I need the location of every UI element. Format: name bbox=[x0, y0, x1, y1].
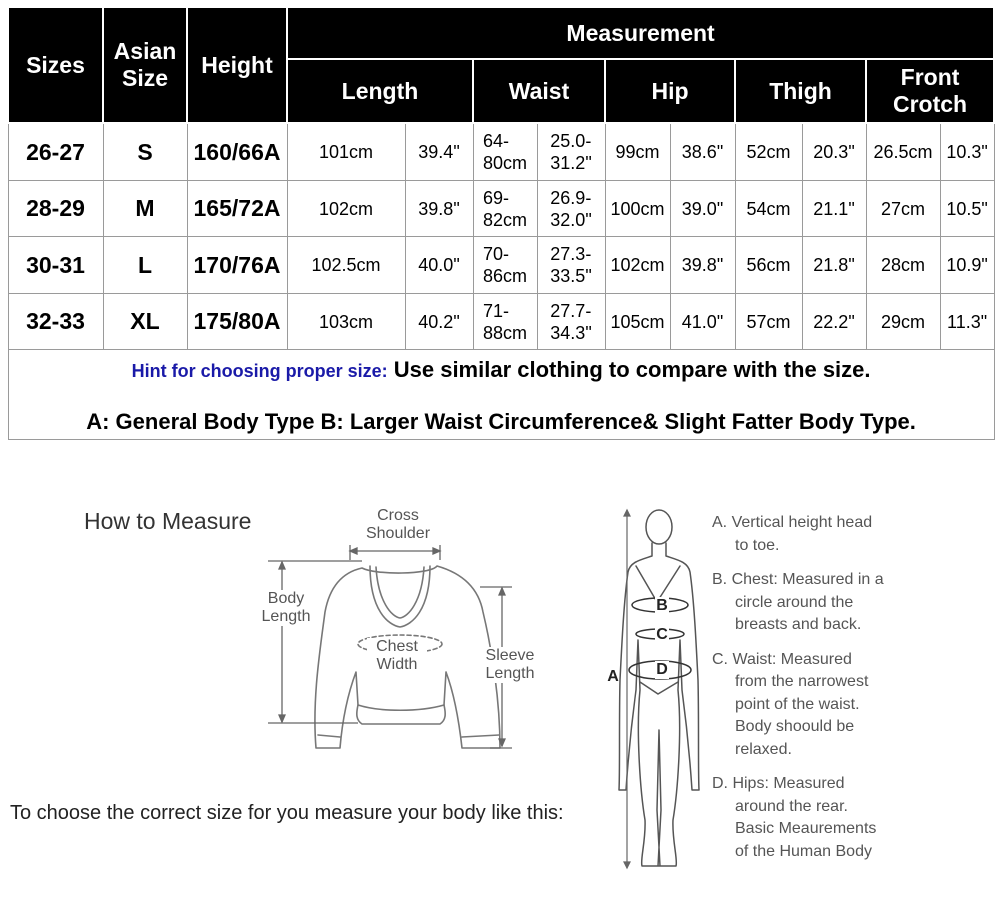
cell-crotch-in: 10.9" bbox=[940, 237, 994, 294]
figure-label-a: A bbox=[607, 668, 619, 685]
cell-crotch-in: 11.3" bbox=[940, 293, 994, 350]
hint-line bbox=[9, 357, 994, 383]
measurement-notes bbox=[712, 512, 992, 875]
cell-thigh-cm: 54cm bbox=[735, 180, 802, 237]
chest-width-line1: Chest bbox=[376, 638, 418, 655]
note-line: D. Hips: Measured bbox=[712, 775, 845, 792]
waist-in-line2: 33.5" bbox=[550, 266, 592, 287]
note-line: point of the waist. bbox=[735, 695, 860, 713]
cell-length-in: 39.8" bbox=[405, 180, 473, 237]
cell-hip-in: 39.0" bbox=[670, 180, 735, 237]
cell-asian: XL bbox=[103, 293, 187, 350]
header-asian-size bbox=[103, 7, 187, 123]
waist-cm-line1: 71- bbox=[482, 300, 509, 321]
header-sizes: Sizes bbox=[8, 7, 103, 123]
cell-thigh-in: 20.3" bbox=[802, 123, 866, 180]
cell-waist-cm bbox=[473, 237, 537, 294]
cell-height: 165/72A bbox=[187, 180, 287, 237]
note-line: circle around the bbox=[735, 593, 854, 611]
header-length: Length bbox=[287, 59, 473, 123]
body-type-text: A: General Body Type B: Larger Waist Circumference& Slight Fatter Body Type. bbox=[86, 408, 916, 434]
waist-cm-line2: 88cm bbox=[482, 322, 527, 343]
cell-length-in: 39.4" bbox=[405, 123, 473, 180]
size-hint-note bbox=[8, 350, 994, 440]
cell-thigh-in: 22.2" bbox=[802, 293, 866, 350]
cross-shoulder-label bbox=[352, 507, 444, 543]
sweater-collar bbox=[370, 566, 430, 627]
header-row-top bbox=[8, 7, 994, 59]
body-length-line2: Length bbox=[261, 608, 311, 625]
note-line: breasts and back. bbox=[735, 616, 862, 633]
hint-label: Hint for choosing proper size: bbox=[131, 360, 388, 381]
waist-in-line2: 31.2" bbox=[550, 153, 592, 173]
body-length-line1: Body bbox=[267, 590, 305, 607]
note-row bbox=[8, 350, 994, 440]
note-line: to toe. bbox=[735, 536, 780, 554]
cell-crotch-cm: 26.5cm bbox=[866, 123, 940, 180]
cell-hip-in: 39.8" bbox=[670, 237, 735, 294]
cell-length-cm: 102cm bbox=[287, 180, 405, 237]
note-line: B. Chest: Measured in a bbox=[712, 571, 884, 588]
cell-thigh-in: 21.1" bbox=[802, 180, 866, 237]
header-front-line2: Crotch bbox=[893, 91, 968, 118]
waist-cm-line2: 82cm bbox=[482, 209, 527, 230]
cell-length-cm: 102.5cm bbox=[287, 237, 405, 294]
cell-size: 26-27 bbox=[8, 123, 103, 180]
cell-height: 175/80A bbox=[187, 293, 287, 350]
header-front-crotch bbox=[866, 59, 994, 123]
figure-head bbox=[646, 510, 672, 544]
header-height: Height bbox=[187, 7, 287, 123]
cell-thigh-in: 21.8" bbox=[802, 237, 866, 294]
waist-cm-line2: 80cm bbox=[482, 153, 527, 173]
cell-crotch-cm: 28cm bbox=[866, 237, 940, 294]
cell-waist-in bbox=[537, 293, 605, 350]
cell-waist-in bbox=[537, 123, 605, 180]
cross-shoulder-line1: Cross bbox=[377, 507, 419, 524]
header-hip: Hip bbox=[605, 59, 735, 123]
waist-cm-line1: 64- bbox=[482, 131, 509, 151]
cell-crotch-cm: 29cm bbox=[866, 293, 940, 350]
note-waist bbox=[712, 649, 992, 762]
sleeve-length-line1: Sleeve bbox=[485, 647, 535, 664]
cell-waist-cm bbox=[473, 123, 537, 180]
note-chest bbox=[712, 569, 992, 637]
cell-asian: M bbox=[103, 180, 187, 237]
header-waist: Waist bbox=[473, 59, 605, 123]
cell-hip-cm: 105cm bbox=[605, 293, 670, 350]
cell-waist-cm bbox=[473, 180, 537, 237]
cross-shoulder-line2: Shoulder bbox=[365, 525, 431, 542]
cell-thigh-cm: 56cm bbox=[735, 237, 802, 294]
waist-in-line1: 27.7- bbox=[550, 300, 592, 321]
header-measurement: Measurement bbox=[287, 7, 994, 59]
sleeve-length-line2: Length bbox=[485, 665, 535, 682]
cell-waist-in bbox=[537, 180, 605, 237]
note-hips bbox=[712, 773, 992, 863]
waist-in-line2: 32.0" bbox=[550, 209, 592, 230]
chest-width-label bbox=[367, 638, 427, 674]
cell-asian: L bbox=[103, 237, 187, 294]
note-line: Body shoould be bbox=[735, 718, 855, 735]
cell-size: 32-33 bbox=[8, 293, 103, 350]
cell-size: 30-31 bbox=[8, 237, 103, 294]
cell-crotch-in: 10.3" bbox=[940, 123, 994, 180]
note-line: around the rear. bbox=[735, 797, 848, 815]
how-to-measure-title: How to Measure bbox=[84, 508, 252, 534]
cell-size: 28-29 bbox=[8, 180, 103, 237]
figure-label-b: B bbox=[656, 597, 668, 614]
cell-length-cm: 103cm bbox=[287, 293, 405, 350]
waist-in-line1: 27.3- bbox=[550, 244, 592, 265]
cell-length-in: 40.2" bbox=[405, 293, 473, 350]
cell-hip-cm: 100cm bbox=[605, 180, 670, 237]
waist-in-line1: 26.9- bbox=[550, 187, 592, 208]
cell-thigh-cm: 52cm bbox=[735, 123, 802, 180]
cell-waist-cm bbox=[473, 293, 537, 350]
figure-label-d: D bbox=[656, 661, 668, 678]
note-height bbox=[712, 512, 992, 557]
header-front-line1: Front bbox=[900, 64, 960, 91]
size-chart-table bbox=[7, 6, 995, 440]
cell-crotch-in: 10.5" bbox=[940, 180, 994, 237]
waist-in-line2: 34.3" bbox=[550, 322, 592, 343]
cell-asian: S bbox=[103, 123, 187, 180]
sleeve-length-label bbox=[477, 647, 543, 683]
hint-text: Use similar clothing to compare with the size. bbox=[387, 356, 871, 382]
note-line: of the Human Body bbox=[735, 842, 872, 860]
table-row bbox=[8, 123, 994, 180]
chest-width-line2: Width bbox=[376, 656, 418, 673]
waist-in-line1: 25.0- bbox=[550, 131, 592, 151]
note-line: from the narrowest bbox=[735, 673, 869, 690]
cell-hip-cm: 102cm bbox=[605, 237, 670, 294]
cell-height: 170/76A bbox=[187, 237, 287, 294]
cell-length-in: 40.0" bbox=[405, 237, 473, 294]
measure-instruction: To choose the correct size for you measure your body like this: bbox=[10, 802, 564, 824]
cell-height: 160/66A bbox=[187, 123, 287, 180]
note-line: Basic Meaurements bbox=[735, 820, 877, 837]
body-length-label bbox=[254, 590, 318, 626]
cell-thigh-cm: 57cm bbox=[735, 293, 802, 350]
cell-length-cm: 101cm bbox=[287, 123, 405, 180]
figure-label-c: C bbox=[656, 626, 668, 643]
waist-cm-line1: 69- bbox=[482, 187, 509, 208]
header-asian-line2: Size bbox=[121, 65, 169, 92]
note-line: relaxed. bbox=[735, 740, 792, 758]
note-line: A. Vertical height head bbox=[712, 514, 873, 531]
note-line: C. Waist: Measured bbox=[712, 650, 852, 668]
table-row bbox=[8, 180, 994, 237]
cell-hip-cm: 99cm bbox=[605, 123, 670, 180]
figure-body bbox=[619, 543, 699, 866]
waist-cm-line2: 86cm bbox=[482, 266, 527, 287]
waist-cm-line1: 70- bbox=[482, 244, 509, 265]
cell-crotch-cm: 27cm bbox=[866, 180, 940, 237]
cell-hip-in: 38.6" bbox=[670, 123, 735, 180]
table-row bbox=[8, 293, 994, 350]
header-thigh: Thigh bbox=[735, 59, 866, 123]
table-row bbox=[8, 237, 994, 294]
cell-waist-in bbox=[537, 237, 605, 294]
cell-hip-in: 41.0" bbox=[670, 293, 735, 350]
header-asian-line1: Asian bbox=[113, 38, 177, 65]
